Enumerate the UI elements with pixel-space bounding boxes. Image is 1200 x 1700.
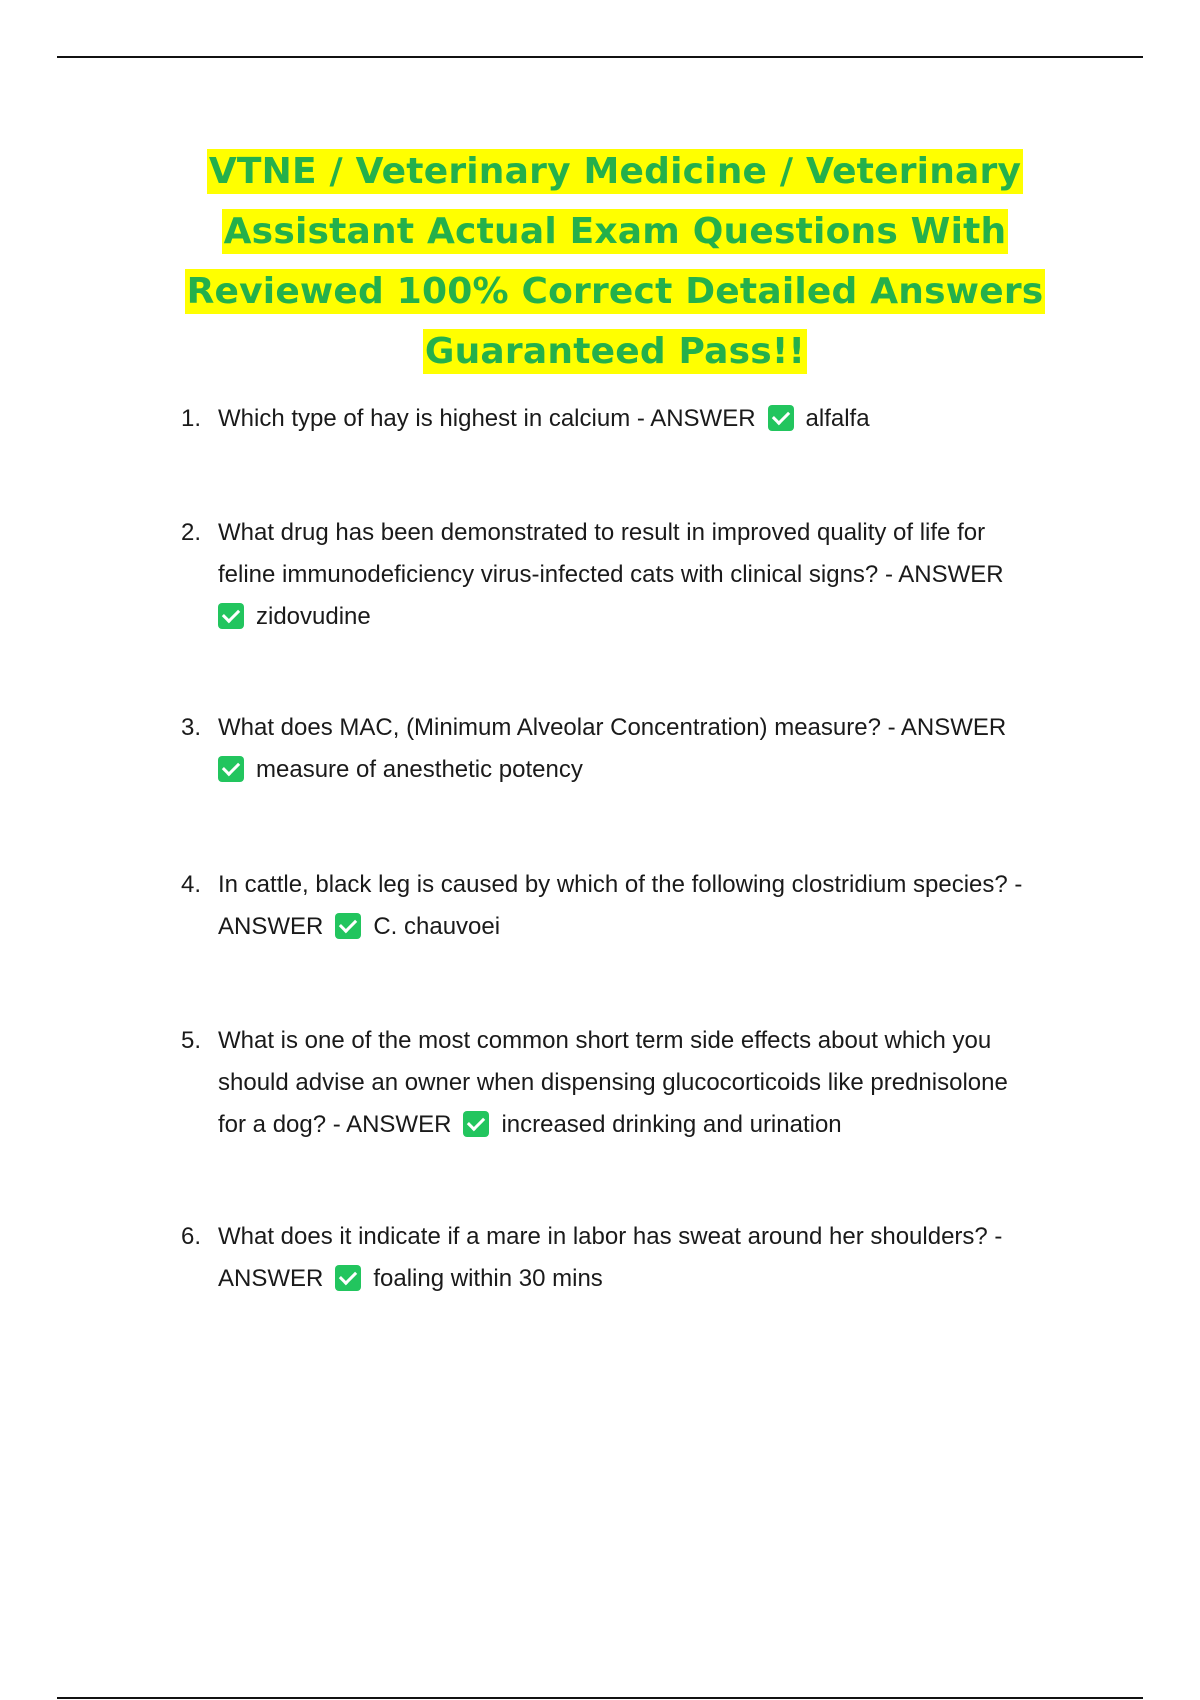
footer-rule xyxy=(57,1697,1143,1699)
question-number: 3. xyxy=(181,714,202,741)
green-checkbox-icon xyxy=(335,913,361,939)
green-checkbox-icon xyxy=(768,405,794,431)
question-text: feline immunodeficiency virus-infected cats with clinical signs? - ANSWER xyxy=(218,561,1004,588)
answer-text: foaling within 30 mins xyxy=(373,1265,603,1292)
question-item xyxy=(181,707,1101,791)
title-line: Guaranteed Pass!! xyxy=(424,331,806,372)
question-number: 1. xyxy=(181,405,202,432)
question-item xyxy=(181,512,1101,638)
question-item xyxy=(181,398,1101,440)
answer-text: zidovudine xyxy=(256,603,371,630)
answer-text: increased drinking and urination xyxy=(501,1111,842,1138)
answer-text: alfalfa xyxy=(805,405,870,432)
green-checkbox-icon xyxy=(218,603,244,629)
question-number: 4. xyxy=(181,871,202,898)
question-number: 5. xyxy=(181,1027,202,1054)
question-text: What drug has been demonstrated to result in improved quality of life for xyxy=(218,519,986,546)
question-number: 6. xyxy=(181,1223,202,1250)
green-checkbox-icon xyxy=(335,1265,361,1291)
question-text: for a dog? - ANSWER xyxy=(218,1111,452,1138)
question-body xyxy=(218,864,1101,948)
question-body xyxy=(218,1020,1101,1146)
question-text: ANSWER xyxy=(218,1265,324,1292)
question-number: 2. xyxy=(181,519,202,546)
question-text: should advise an owner when dispensing glucocorticoids like prednisolone xyxy=(218,1069,1008,1096)
answer-text: C. chauvoei xyxy=(373,913,501,940)
green-checkbox-icon xyxy=(218,756,244,782)
question-body xyxy=(218,398,1101,440)
question-body xyxy=(218,707,1101,791)
question-text: What is one of the most common short term side effects about which you xyxy=(218,1027,992,1054)
question-item xyxy=(181,864,1101,948)
question-body xyxy=(218,1216,1101,1300)
title-line: Assistant Actual Exam Questions With xyxy=(223,211,1007,252)
title-line: Reviewed 100% Correct Detailed Answers xyxy=(186,271,1044,312)
title-line: VTNE / Veterinary Medicine / Veterinary xyxy=(208,151,1022,192)
green-checkbox-icon xyxy=(463,1111,489,1137)
question-text: What does it indicate if a mare in labor has sweat around her shoulders? - xyxy=(218,1223,1003,1250)
question-text: Which type of hay is highest in calcium - ANSWER xyxy=(218,405,756,432)
question-item xyxy=(181,1020,1101,1146)
question-text: ANSWER xyxy=(218,913,324,940)
question-text: What does MAC, (Minimum Alveolar Concentration) measure? - ANSWER xyxy=(218,714,1007,741)
question-item xyxy=(181,1216,1101,1300)
question-text: In cattle, black leg is caused by which of the following clostridium species? - xyxy=(218,871,1023,898)
answer-text: measure of anesthetic potency xyxy=(256,756,583,783)
question-body xyxy=(218,512,1101,638)
